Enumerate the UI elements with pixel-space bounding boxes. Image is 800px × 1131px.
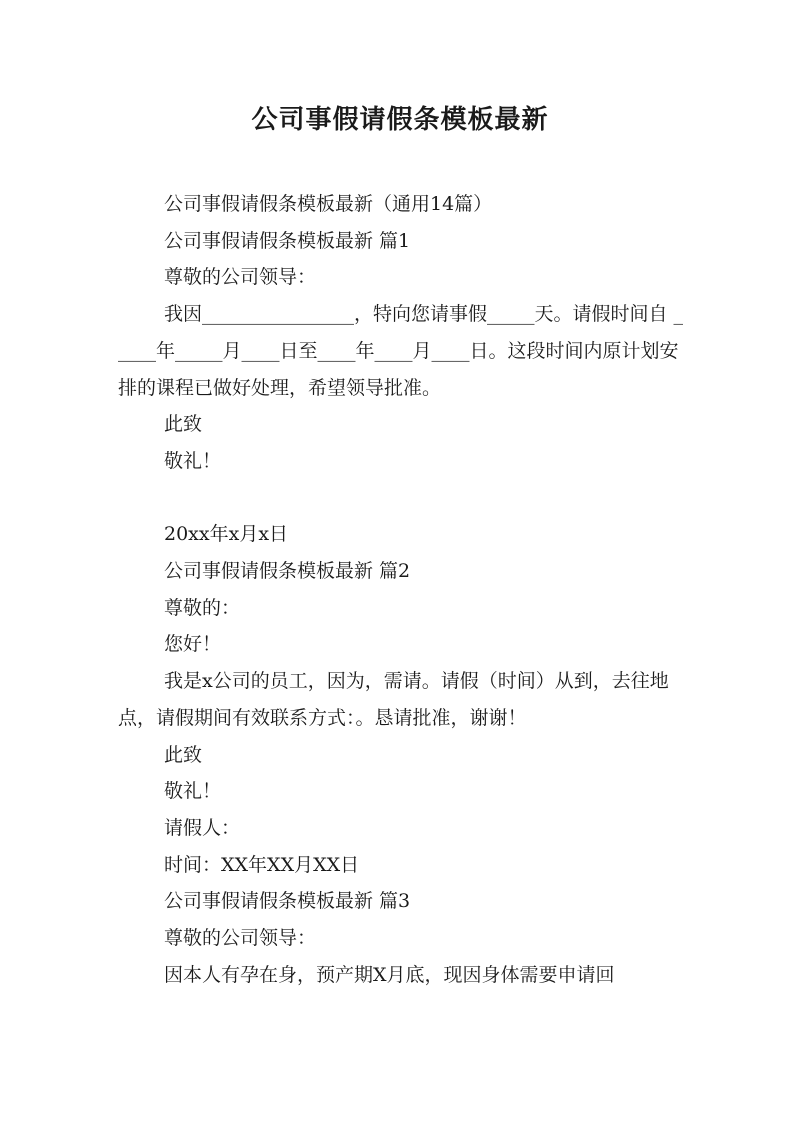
applicant-line: 请假人：: [164, 816, 241, 839]
body-paragraph: 我因________________，特向您请事假_____天。请假时间自 _____年_____月____日至____年____月____日。这段时间内原计划安排的课程已做好处理，希望领导批准。: [118, 303, 684, 399]
salutation: 尊敬的公司领导：: [164, 927, 317, 950]
closing-line: 此致: [164, 413, 203, 436]
document-title: 公司事假请假条模板最新: [251, 105, 549, 135]
section-heading-2: 公司事假请假条模板最新 篇2: [164, 560, 411, 583]
body-paragraph: 因本人有孕在身，预产期X月底，现因身体需要申请回: [164, 963, 615, 986]
time-line: 时间：XX年XX月XX日: [164, 853, 360, 876]
section-heading-3: 公司事假请假条模板最新 篇3: [164, 890, 411, 913]
blank-line: [118, 480, 688, 517]
closing-line: 此致: [164, 743, 203, 766]
salutation: 尊敬的：: [164, 596, 241, 619]
greeting: 您好！: [164, 633, 222, 656]
body-paragraph: 我是x公司的员工，因为，需请。请假（时间）从到，去往地点，请假期间有效联系方式：。恳请批准，谢谢！: [118, 670, 669, 729]
salutation: 尊敬的公司领导：: [164, 266, 317, 289]
document-body: [118, 186, 688, 993]
subtitle: 公司事假请假条模板最新（通用14篇）: [164, 193, 493, 215]
closing-regards: 敬礼！: [164, 780, 222, 803]
date-line: 20xx年x月x日: [164, 523, 289, 546]
section-heading-1: 公司事假请假条模板最新 篇1: [164, 229, 411, 252]
closing-regards: 敬礼！: [164, 449, 222, 472]
